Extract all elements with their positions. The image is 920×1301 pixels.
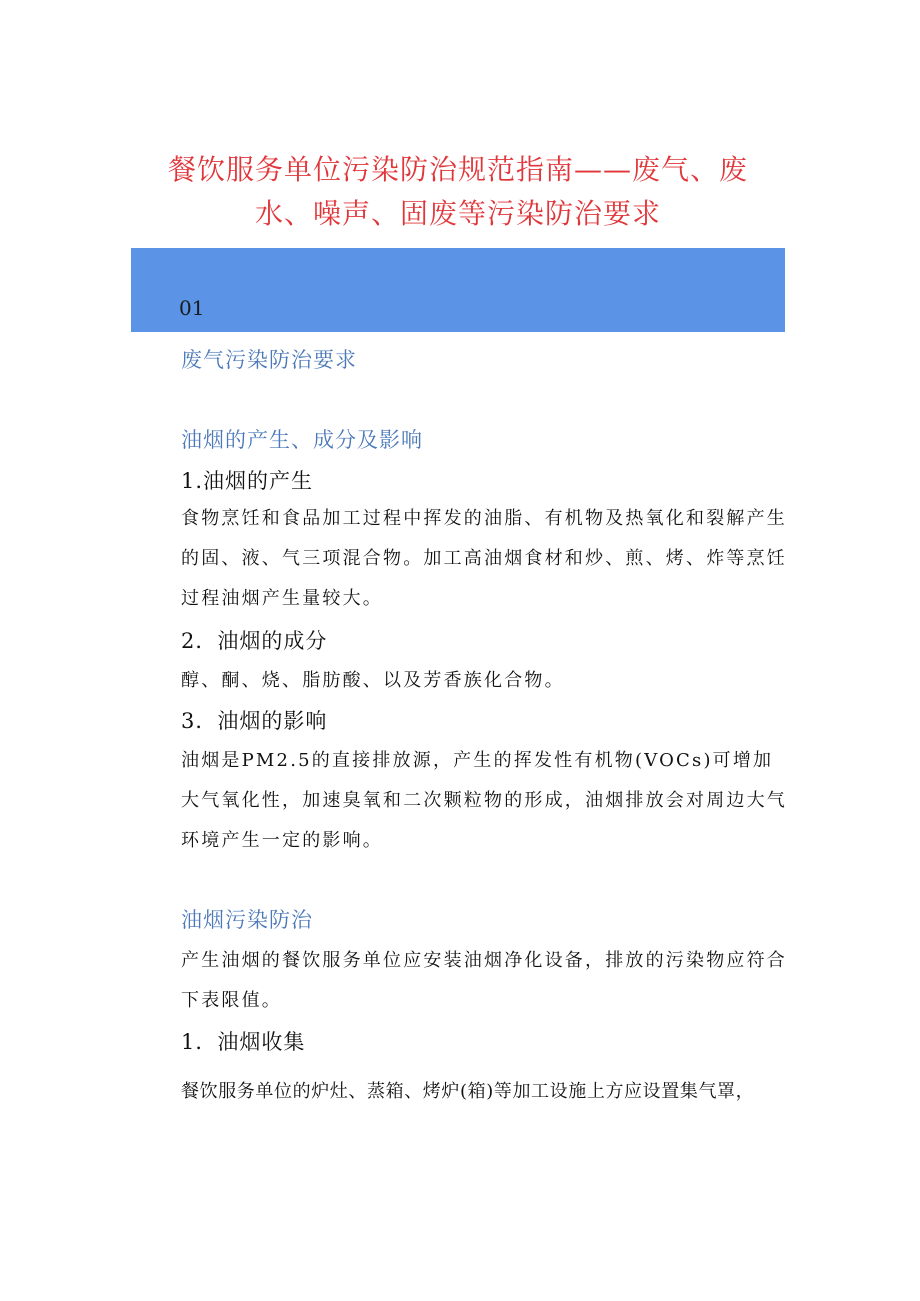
paragraph-text: 餐饮服务单位的炉灶、蒸箱、烤炉(箱)等加工设施上方应设置集气罩，	[181, 1081, 755, 1102]
paragraph-text: 醇、酮、烧、脂肪酸、以及芳香族化合物。	[181, 670, 565, 691]
paragraph-text: 产生油烟的餐饮服务单位应安装油烟净化设备，排放的污染物应符合下表限值。	[181, 950, 787, 1011]
paragraph-impact	[143, 741, 793, 861]
section-heading: 废气污染防治要求	[181, 348, 357, 372]
item-heading-composition: 2．油烟的成分	[181, 629, 328, 653]
title-line-2: 水、噪声、固废等污染防治要求	[254, 197, 661, 230]
item-heading-impact: 3．油烟的影响	[181, 709, 328, 733]
paragraph-text: 油烟是PM2.5的直接排放源，产生的挥发性有机物(VOCs)可增加大气氧化性，加速臭氧和二次颗粒物的形成，油烟排放会对周边大气环境产生一定的影响。	[181, 750, 787, 851]
paragraph-control-intro	[143, 941, 793, 1021]
subsection-heading-control: 油烟污染防治	[181, 908, 313, 932]
paragraph-composition	[143, 661, 793, 701]
item-heading-collection: 1．油烟收集	[181, 1030, 306, 1054]
paragraph-collection	[143, 1072, 793, 1112]
subsection-heading-smoke: 油烟的产生、成分及影响	[181, 428, 423, 452]
document-title	[130, 148, 786, 236]
title-line-1: 餐饮服务单位污染防治规范指南——废气、废	[167, 153, 748, 186]
item-heading-generation: 1.油烟的产生	[181, 469, 314, 493]
paragraph-text: 食物烹饪和食品加工过程中挥发的油脂、有机物及热氧化和裂解产生的固、液、气三项混合物。加工高油烟食材和炒、煎、烤、炸等烹饪过程油烟产生量较大。	[181, 508, 787, 609]
paragraph-generation	[143, 499, 793, 619]
section-banner	[131, 248, 785, 332]
section-number: 01	[179, 296, 205, 320]
